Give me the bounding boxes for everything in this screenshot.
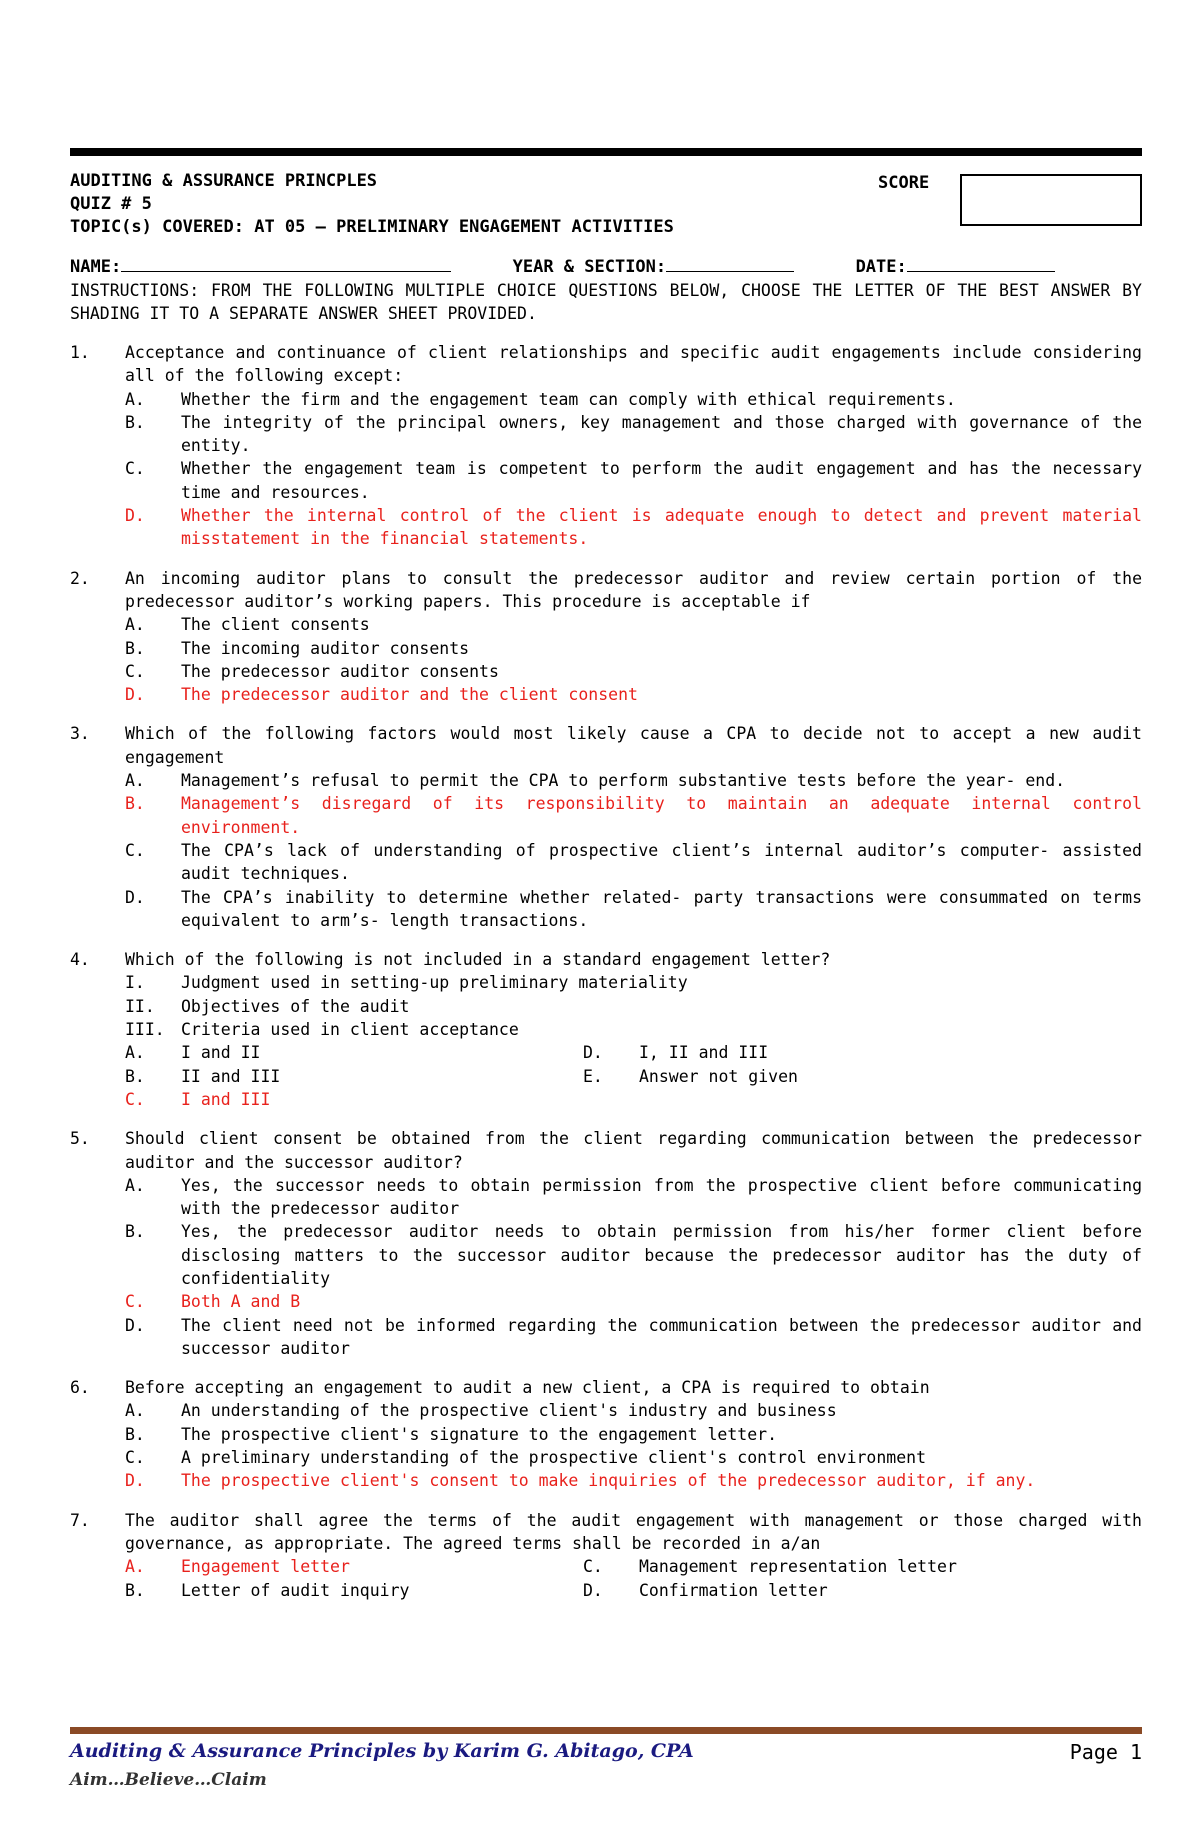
question-number: 1.	[70, 343, 90, 362]
option-b[interactable]	[125, 1579, 583, 1602]
option-letter: D.	[125, 1471, 145, 1491]
option-letter: B.	[125, 638, 145, 658]
question-number: 2.	[70, 568, 90, 588]
date-blank[interactable]	[907, 253, 1055, 272]
option-text: I, II and III	[639, 1043, 769, 1063]
option-letter: A.	[125, 389, 145, 409]
option-b[interactable]	[70, 1220, 1142, 1290]
option-a[interactable]	[70, 769, 1142, 792]
option-a-correct-answer[interactable]	[125, 1555, 583, 1578]
date-label: DATE:	[855, 257, 907, 277]
option-text: The CPA’s inability to determine whether related- party transactions were consummated on terms equivalent to arm’s- length transactions.	[181, 887, 1142, 930]
footer-author: Auditing & Assurance Principles by Karim G. Abitago, CPA	[70, 1740, 694, 1762]
option-b[interactable]	[70, 637, 1142, 660]
question-text: Which of the following is not included in a standard engagement letter?	[125, 950, 831, 970]
question-2	[70, 567, 1142, 707]
question-text: Which of the following factors would most likely cause a CPA to decide not to accept a new audit engagement	[125, 724, 1142, 767]
option-letter: D.	[125, 887, 145, 907]
option-text: Engagement letter	[181, 1557, 350, 1577]
option-text: II and III	[181, 1066, 281, 1086]
item-numeral: I.	[125, 973, 145, 993]
name-label: NAME:	[70, 257, 122, 277]
option-text: Management’s disregard of its responsibility to maintain an adequate internal control environment.	[181, 794, 1142, 837]
question-4	[70, 948, 1142, 1111]
quiz-header	[70, 170, 1142, 239]
option-letter: B.	[125, 412, 145, 432]
option-letter: A.	[125, 1557, 145, 1577]
course-title: AUDITING & ASSURANCE PRINCPLES	[70, 171, 378, 191]
option-text: Whether the engagement team is competent to perform the audit engagement and has the necessary time and resources.	[181, 459, 1142, 502]
option-a[interactable]	[70, 613, 1142, 636]
option-letter: B.	[125, 1066, 145, 1086]
quiz-number: QUIZ # 5	[70, 194, 152, 214]
option-d[interactable]	[70, 1314, 1142, 1361]
option-text: Yes, the predecessor auditor needs to obtain permission from his/her former client before disclosing matters to the successor auditor because the predecessor auditor has the duty of confidentiality	[181, 1222, 1142, 1288]
option-text: The CPA’s lack of understanding of prospective client’s internal auditor’s computer- assisted audit techniques.	[181, 840, 1142, 884]
option-text: Whether the internal control of the client is adequate enough to detect and prevent material misstatement in the financial statements.	[181, 506, 1142, 549]
option-letter: C.	[583, 1557, 603, 1577]
option-letter: A.	[125, 1401, 145, 1421]
option-text: The integrity of the principal owners, key management and those charged with governance of the entity.	[181, 412, 1142, 456]
option-text: The prospective client's consent to make inquiries of the predecessor auditor, if any.	[181, 1471, 1036, 1491]
options-row	[70, 1579, 1142, 1602]
option-letter: C.	[125, 1292, 145, 1312]
option-letter: B.	[125, 1424, 145, 1444]
option-d[interactable]	[583, 1579, 1041, 1602]
option-letter: A.	[125, 615, 145, 635]
option-c[interactable]	[583, 1555, 1041, 1578]
option-letter: D.	[125, 685, 145, 705]
option-text: The predecessor auditor and the client consent	[181, 685, 638, 705]
option-text: I and III	[181, 1089, 271, 1109]
option-text: Management’s refusal to permit the CPA to perform substantive tests before the year- end.	[181, 771, 1066, 791]
question-number: 4.	[70, 950, 90, 970]
roman-item-2	[70, 995, 1142, 1018]
option-d[interactable]	[583, 1041, 1041, 1064]
option-b[interactable]	[70, 1423, 1142, 1446]
option-b[interactable]	[125, 1065, 583, 1088]
option-letter: D.	[583, 1043, 603, 1063]
roman-item-3	[70, 1018, 1142, 1041]
options-row	[70, 1041, 1142, 1064]
option-text: Answer not given	[639, 1066, 798, 1086]
option-c[interactable]	[70, 457, 1142, 504]
year-section-label: YEAR & SECTION:	[512, 257, 667, 277]
option-letter: C.	[125, 661, 145, 681]
topic-covered: TOPIC(s) COVERED: AT 05 – PRELIMINARY ENGAGEMENT ACTIVITIES	[70, 217, 674, 237]
option-c[interactable]	[70, 660, 1142, 683]
question-3	[70, 722, 1142, 932]
page-number: Page 1	[1069, 1740, 1142, 1764]
option-letter: C.	[125, 1089, 145, 1109]
question-text: Should client consent be obtained from the client regarding communication between the predecessor auditor and the successor auditor?	[125, 1129, 1142, 1172]
option-text: Letter of audit inquiry	[181, 1580, 410, 1600]
item-text: Judgment used in setting-up preliminary materiality	[181, 973, 688, 993]
option-text: The client consents	[181, 615, 370, 635]
option-c[interactable]	[70, 1446, 1142, 1469]
option-letter: E.	[583, 1066, 603, 1086]
option-letter: D.	[583, 1580, 603, 1600]
option-b[interactable]	[70, 411, 1142, 458]
page-footer	[70, 1727, 1142, 1790]
student-fields	[70, 253, 1142, 279]
question-text: The auditor shall agree the terms of the audit engagement with management or those charged with governance, as appropriate. The agreed terms shall be recorded in a/an	[125, 1510, 1142, 1553]
option-letter: B.	[125, 1580, 145, 1600]
item-numeral: III.	[125, 1020, 165, 1040]
roman-item-1	[70, 971, 1142, 994]
option-text: I and II	[181, 1043, 261, 1063]
option-d-correct-answer[interactable]	[70, 1469, 1142, 1492]
option-letter: C.	[125, 1448, 145, 1468]
option-c-correct-answer[interactable]	[70, 1290, 1142, 1313]
question-5	[70, 1127, 1142, 1360]
question-number: 3.	[70, 724, 90, 744]
option-a[interactable]	[125, 1041, 583, 1064]
option-d-correct-answer[interactable]	[70, 683, 1142, 706]
question-number: 5.	[70, 1129, 90, 1149]
options-row	[70, 1555, 1142, 1578]
option-letter: D.	[125, 1315, 145, 1335]
option-letter: A.	[125, 771, 145, 791]
instructions: INSTRUCTIONS: FROM THE FOLLOWING MULTIPLE CHOICE QUESTIONS BELOW, CHOOSE THE LETTER OF THE BEST ANSWER BY SHADING IT TO A SEPARATE ANSWER SHEET PROVIDED.	[70, 281, 1142, 323]
option-text: An understanding of the prospective client's industry and business	[181, 1401, 837, 1421]
option-c-correct-answer[interactable]	[125, 1088, 583, 1111]
option-text: Management representation letter	[639, 1557, 957, 1577]
option-letter: C.	[125, 840, 145, 860]
option-letter: C.	[125, 459, 145, 479]
option-text: The prospective client's signature to the engagement letter.	[181, 1424, 778, 1444]
option-text: A preliminary understanding of the prospective client's control environment	[181, 1448, 927, 1468]
options-row	[70, 1088, 1142, 1111]
question-text: Before accepting an engagement to audit a new client, a CPA is required to obtain	[125, 1378, 930, 1398]
item-numeral: II.	[125, 996, 155, 1016]
option-a[interactable]	[70, 1174, 1142, 1221]
option-text: Confirmation letter	[639, 1580, 828, 1600]
option-d-correct-answer[interactable]	[70, 504, 1142, 551]
option-letter: B.	[125, 794, 145, 814]
option-text: Whether the firm and the engagement team can comply with ethical requirements.	[181, 389, 956, 409]
option-d[interactable]	[70, 886, 1142, 933]
name-blank[interactable]	[121, 253, 451, 272]
question-7	[70, 1509, 1142, 1602]
options-row	[70, 1065, 1142, 1088]
option-text: Yes, the successor needs to obtain permission from the prospective client before communicating with the predecessor auditor	[181, 1175, 1142, 1219]
option-a[interactable]	[70, 1399, 1142, 1422]
top-rule	[70, 148, 1142, 156]
option-b-correct-answer[interactable]	[70, 792, 1142, 839]
option-text: Both A and B	[181, 1292, 301, 1312]
option-e[interactable]	[583, 1065, 1041, 1088]
item-text: Criteria used in client acceptance	[181, 1020, 519, 1040]
option-letter: D.	[125, 506, 145, 526]
question-6	[70, 1376, 1142, 1492]
score-label: SCORE	[878, 173, 930, 193]
question-number: 6.	[70, 1378, 90, 1398]
option-text: The predecessor auditor consents	[181, 661, 499, 681]
option-text: The client need not be informed regarding the communication between the predecessor auditor and successor auditor	[181, 1315, 1142, 1358]
item-text: Objectives of the audit	[181, 996, 410, 1016]
question-number: 7.	[70, 1510, 90, 1530]
question-1	[70, 341, 1142, 551]
footer-rule	[70, 1727, 1142, 1734]
option-letter: A.	[125, 1175, 145, 1195]
score-box	[960, 174, 1142, 226]
footer-motto: Aim…Believe…Claim	[70, 1770, 267, 1790]
option-c[interactable]	[70, 839, 1142, 886]
quiz-page	[70, 148, 1142, 1602]
option-text: The incoming auditor consents	[181, 638, 470, 658]
option-a[interactable]	[70, 388, 1142, 411]
option-letter: B.	[125, 1222, 145, 1242]
year-section-blank[interactable]	[666, 253, 794, 272]
question-text: An incoming auditor plans to consult the predecessor auditor and review certain portion of the predecessor auditor’s working papers. This procedure is acceptable if	[125, 568, 1142, 611]
question-text: Acceptance and continuance of client relationships and specific audit engagements include considering all of the following except:	[125, 343, 1142, 386]
option-letter: A.	[125, 1043, 145, 1063]
